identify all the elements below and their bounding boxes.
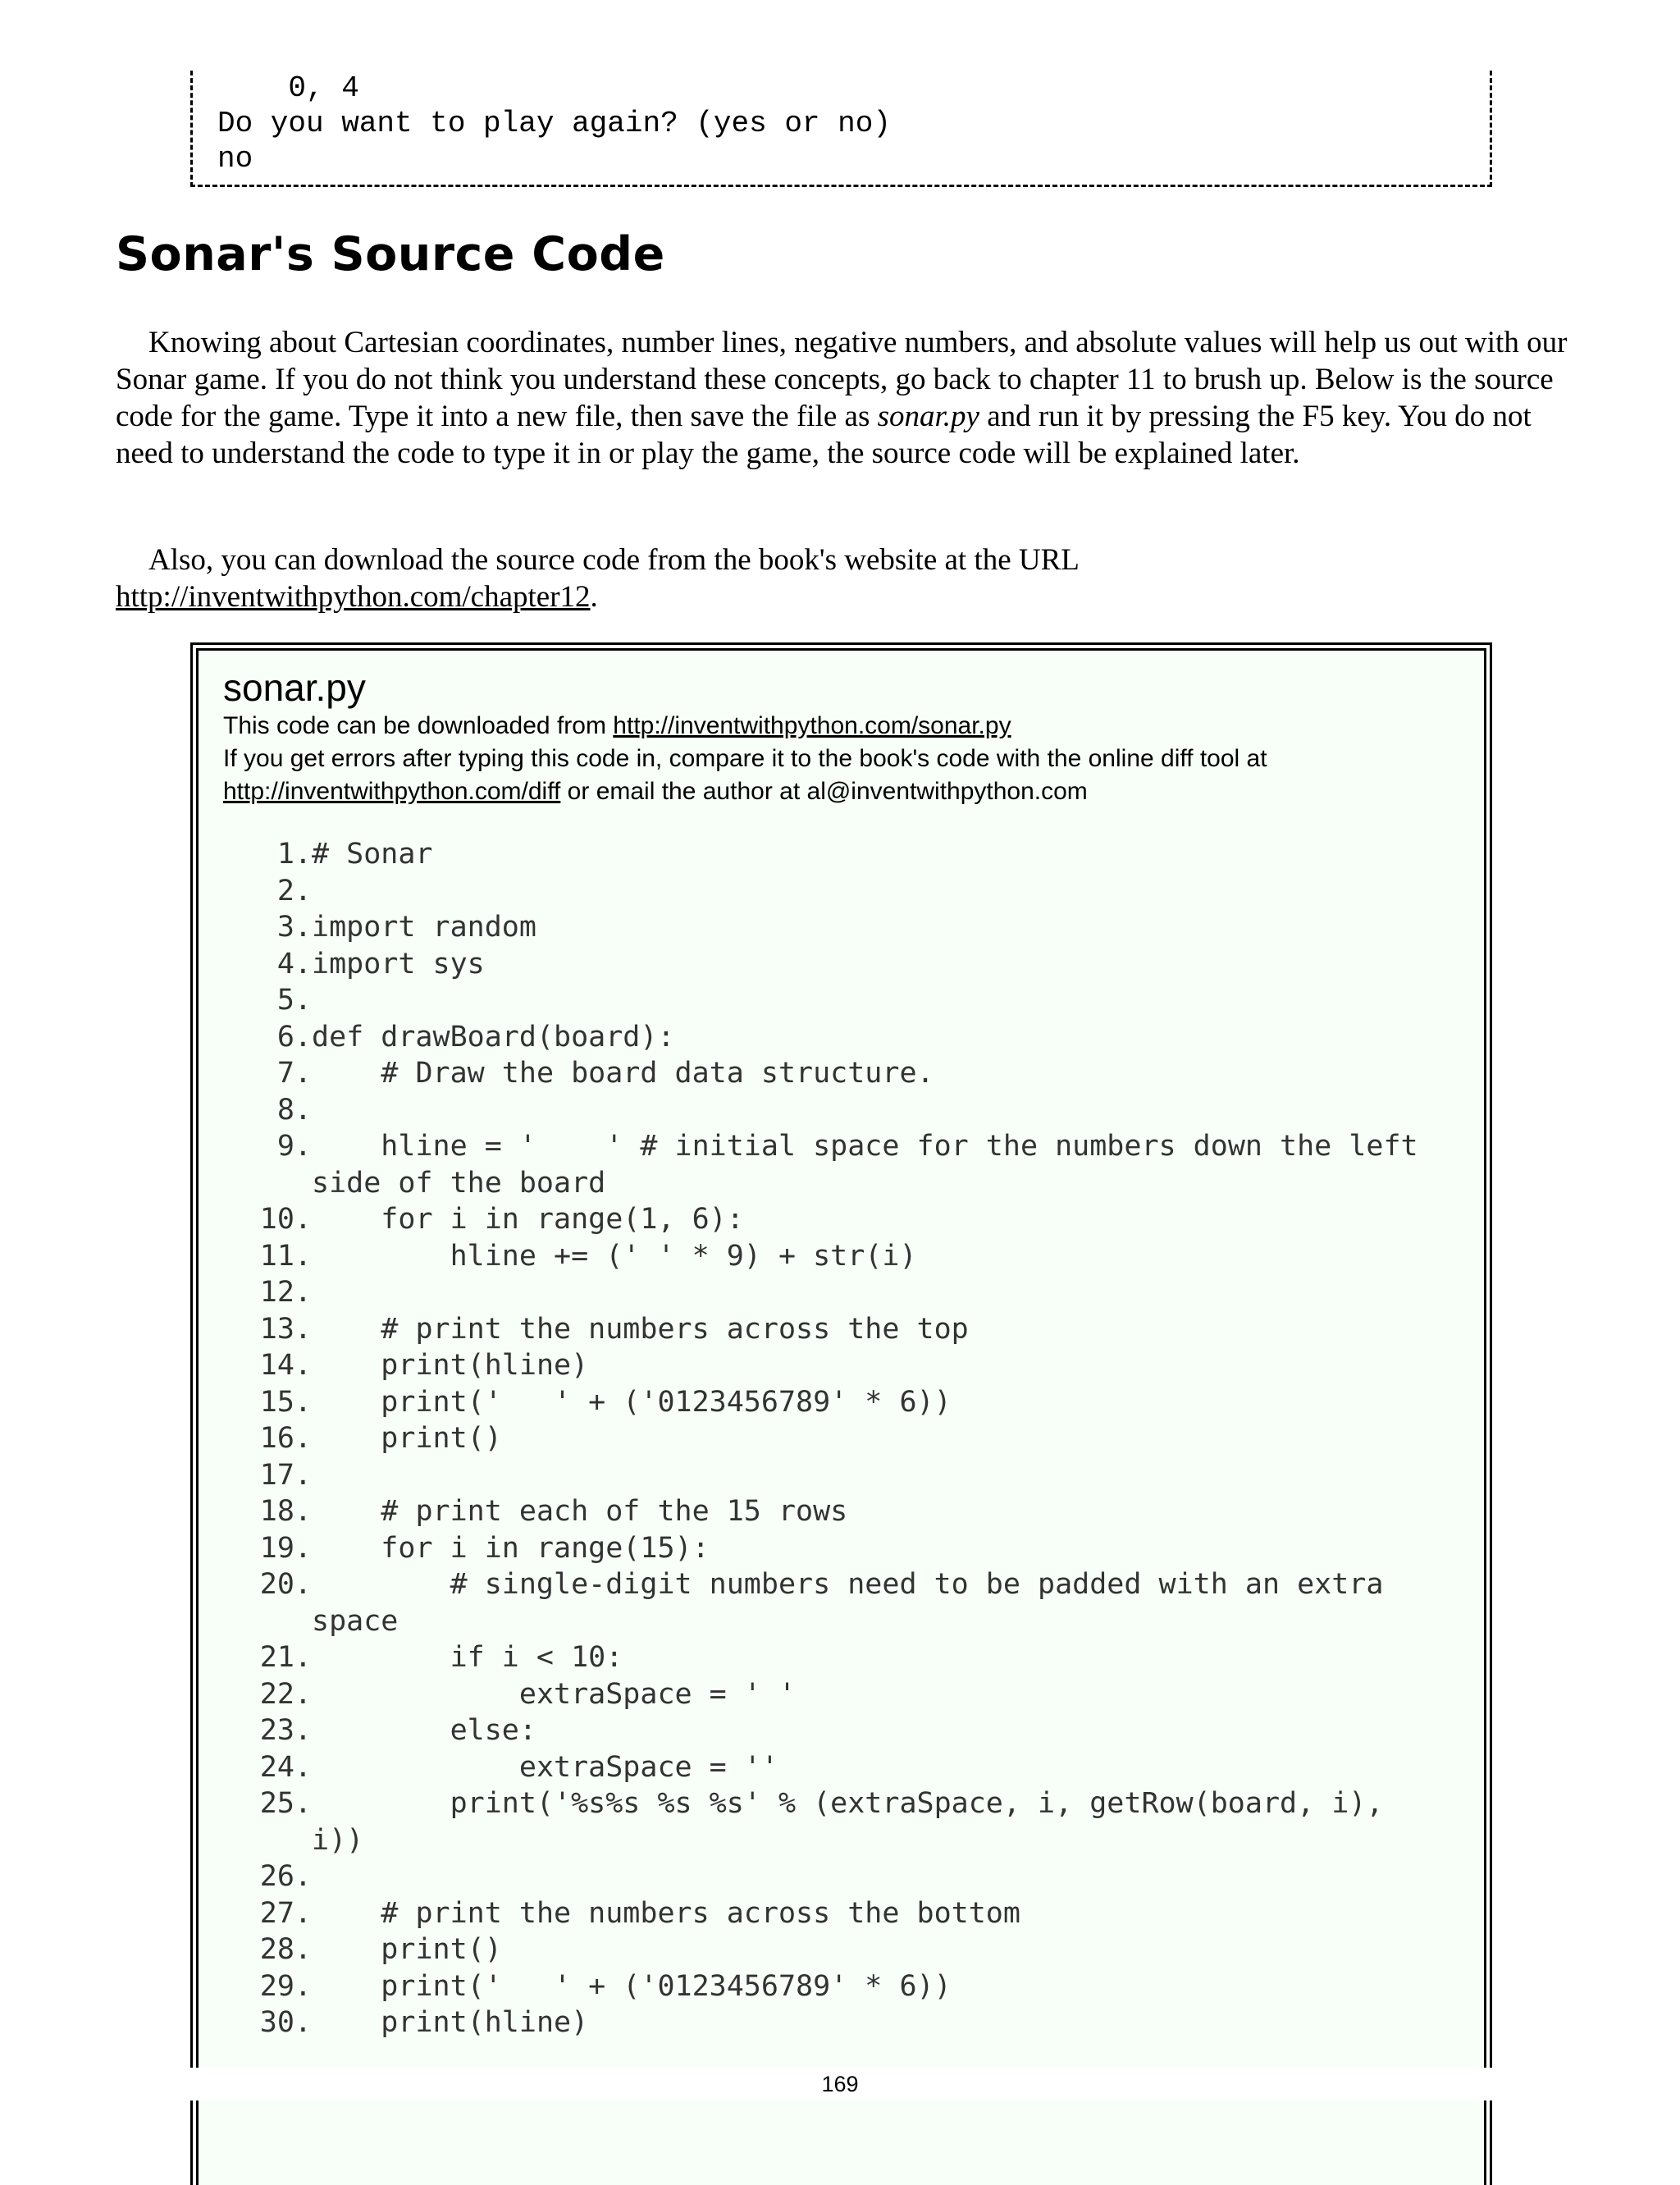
code-line (223, 982, 1484, 1019)
code-text: hline = ' ' # initial space for the numbers down the left side of the board (312, 1130, 1436, 1200)
errors-note (223, 743, 1484, 808)
terminal-line: 0, 4 (217, 71, 359, 105)
code-line (223, 1238, 1484, 1275)
code-text: print(' ' + ('0123456789' * 6)) (312, 1969, 952, 2003)
code-text: hline += (' ' * 9) + str(i) (312, 1239, 917, 1273)
code-line (223, 836, 1484, 873)
code-text (312, 1457, 1452, 1494)
code-text: import random (312, 911, 536, 944)
line-number: 22. (259, 1677, 312, 1711)
code-line (223, 1676, 1484, 1713)
code-text: # print the numbers across the top (312, 1312, 969, 1346)
code-text: import sys (312, 947, 485, 981)
code-text: print(hline) (312, 2006, 589, 2039)
code-text: print(hline) (312, 1349, 589, 1382)
code-text: def drawBoard(board): (312, 1020, 675, 1054)
line-number: 13. (259, 1312, 312, 1346)
line-number: 28. (259, 1933, 312, 1966)
filename-italic: sonar.py (877, 400, 979, 433)
code-text (312, 1092, 1452, 1129)
code-line (223, 1019, 1484, 1056)
code-line (223, 1566, 1484, 1639)
source-code-panel (196, 648, 1486, 2185)
code-text: # print the numbers across the bottom (312, 1896, 1020, 1930)
line-number: 17. (259, 1458, 312, 1492)
line-number: 2. (276, 874, 312, 907)
download-note-text: This code can be downloaded from (223, 712, 614, 739)
code-line (223, 1457, 1484, 1494)
line-number: 16. (259, 1422, 312, 1455)
line-number: 21. (259, 1641, 312, 1674)
line-number: 7. (276, 1057, 312, 1090)
code-line (223, 1931, 1484, 1968)
code-line (223, 1128, 1484, 1201)
code-line (223, 1274, 1484, 1311)
line-number: 23. (259, 1714, 312, 1747)
code-line (223, 1347, 1484, 1384)
intro-text-end: and run it by pressing the F5 key. You do not need to understand the code to type it in or play the game, the source code will be explained later. (116, 400, 1532, 470)
line-number: 26. (259, 1860, 312, 1893)
line-number: 1. (276, 838, 312, 871)
line-number: 9. (276, 1130, 312, 1163)
code-text (312, 1274, 1452, 1311)
code-line (223, 1311, 1484, 1348)
terminal-output (190, 71, 1492, 187)
line-number: 11. (259, 1239, 312, 1273)
code-line (223, 1785, 1484, 1858)
diff-tool-link[interactable]: http://inventwithpython.com/diff (223, 778, 561, 805)
line-number: 30. (259, 2006, 312, 2039)
code-text: print() (312, 1422, 502, 1455)
download-note (223, 710, 1484, 743)
code-line (223, 1895, 1484, 1932)
code-text: for i in range(1, 6): (312, 1203, 744, 1236)
line-number: 19. (259, 1531, 312, 1565)
code-text: print('%s%s %s %s' % (extraSpace, i, getRow(board, i), i)) (312, 1787, 1401, 1857)
code-line (223, 909, 1484, 946)
code-line (223, 946, 1484, 983)
sonar-download-link[interactable]: http://inventwithpython.com/sonar.py (613, 712, 1011, 739)
page-number: 169 (0, 2068, 1680, 2100)
line-number: 3. (276, 911, 312, 944)
code-line (223, 1092, 1484, 1129)
line-number: 10. (259, 1203, 312, 1236)
download-text: Also, you can download the source code from the book's website at the URL (148, 543, 1079, 577)
code-line (223, 873, 1484, 910)
code-text (312, 982, 1452, 1019)
line-number: 18. (259, 1495, 312, 1528)
code-text: print(' ' + ('0123456789' * 6)) (312, 1385, 952, 1419)
terminal-line: Do you want to play again? (yes or no) (217, 107, 891, 140)
code-line (223, 2004, 1484, 2041)
line-number: 12. (259, 1276, 312, 1309)
code-listing (223, 836, 1484, 2041)
code-line (223, 1639, 1484, 1676)
line-number: 27. (259, 1896, 312, 1930)
code-line (223, 1858, 1484, 1895)
code-text: # single-digit numbers need to be padded with an extra space (312, 1568, 1401, 1638)
code-line (223, 1530, 1484, 1567)
line-number: 25. (259, 1787, 312, 1820)
code-line (223, 1420, 1484, 1457)
code-line (223, 1384, 1484, 1421)
line-number: 4. (276, 947, 312, 981)
intro-paragraph (116, 324, 1568, 472)
code-text: # Sonar (312, 838, 433, 871)
code-text: else: (312, 1714, 536, 1747)
code-line (223, 1493, 1484, 1530)
code-line (223, 1055, 1484, 1092)
code-filename: sonar.py (223, 666, 366, 709)
download-text-end: . (590, 580, 598, 614)
code-line (223, 1968, 1484, 2005)
code-line (223, 1201, 1484, 1238)
code-text: extraSpace = '' (312, 1750, 778, 1784)
code-text: print() (312, 1933, 502, 1966)
line-number: 5. (276, 984, 312, 1017)
line-number: 15. (259, 1385, 312, 1419)
section-title: Sonar's Source Code (116, 227, 665, 281)
code-text: if i < 10: (312, 1641, 623, 1674)
line-number: 20. (259, 1568, 312, 1601)
code-text: for i in range(15): (312, 1531, 710, 1565)
errors-note-text: If you get errors after typing this code in, compare it to the book's code with the online diff tool at (223, 745, 1267, 772)
code-line (223, 1749, 1484, 1786)
code-text: extraSpace = ' ' (312, 1677, 797, 1711)
code-text: # print each of the 15 rows (312, 1495, 848, 1528)
intro-text: Knowing about Cartesian coordinates, number lines, negative numbers, and absolute values will help us out with our Sonar game. If you do not think you understand these concepts, go back to chapter 11 to brush up. Below is the source code for the game. Type it into a new file, then save the file as (116, 326, 1568, 433)
line-number: 6. (276, 1020, 312, 1054)
line-number: 29. (259, 1969, 312, 2003)
terminal-line: no (217, 142, 253, 176)
code-text (312, 1858, 1452, 1895)
line-number: 14. (259, 1349, 312, 1382)
code-text (312, 873, 1452, 910)
line-number: 8. (276, 1093, 312, 1127)
download-paragraph (116, 542, 1568, 615)
line-number: 24. (259, 1750, 312, 1784)
code-line (223, 1712, 1484, 1749)
chapter-link[interactable]: http://inventwithpython.com/chapter12 (116, 580, 591, 614)
source-code-box (190, 642, 1492, 2185)
errors-note-suffix: or email the author at al@inventwithpython.com (560, 778, 1088, 805)
code-text: # Draw the board data structure. (312, 1057, 934, 1090)
